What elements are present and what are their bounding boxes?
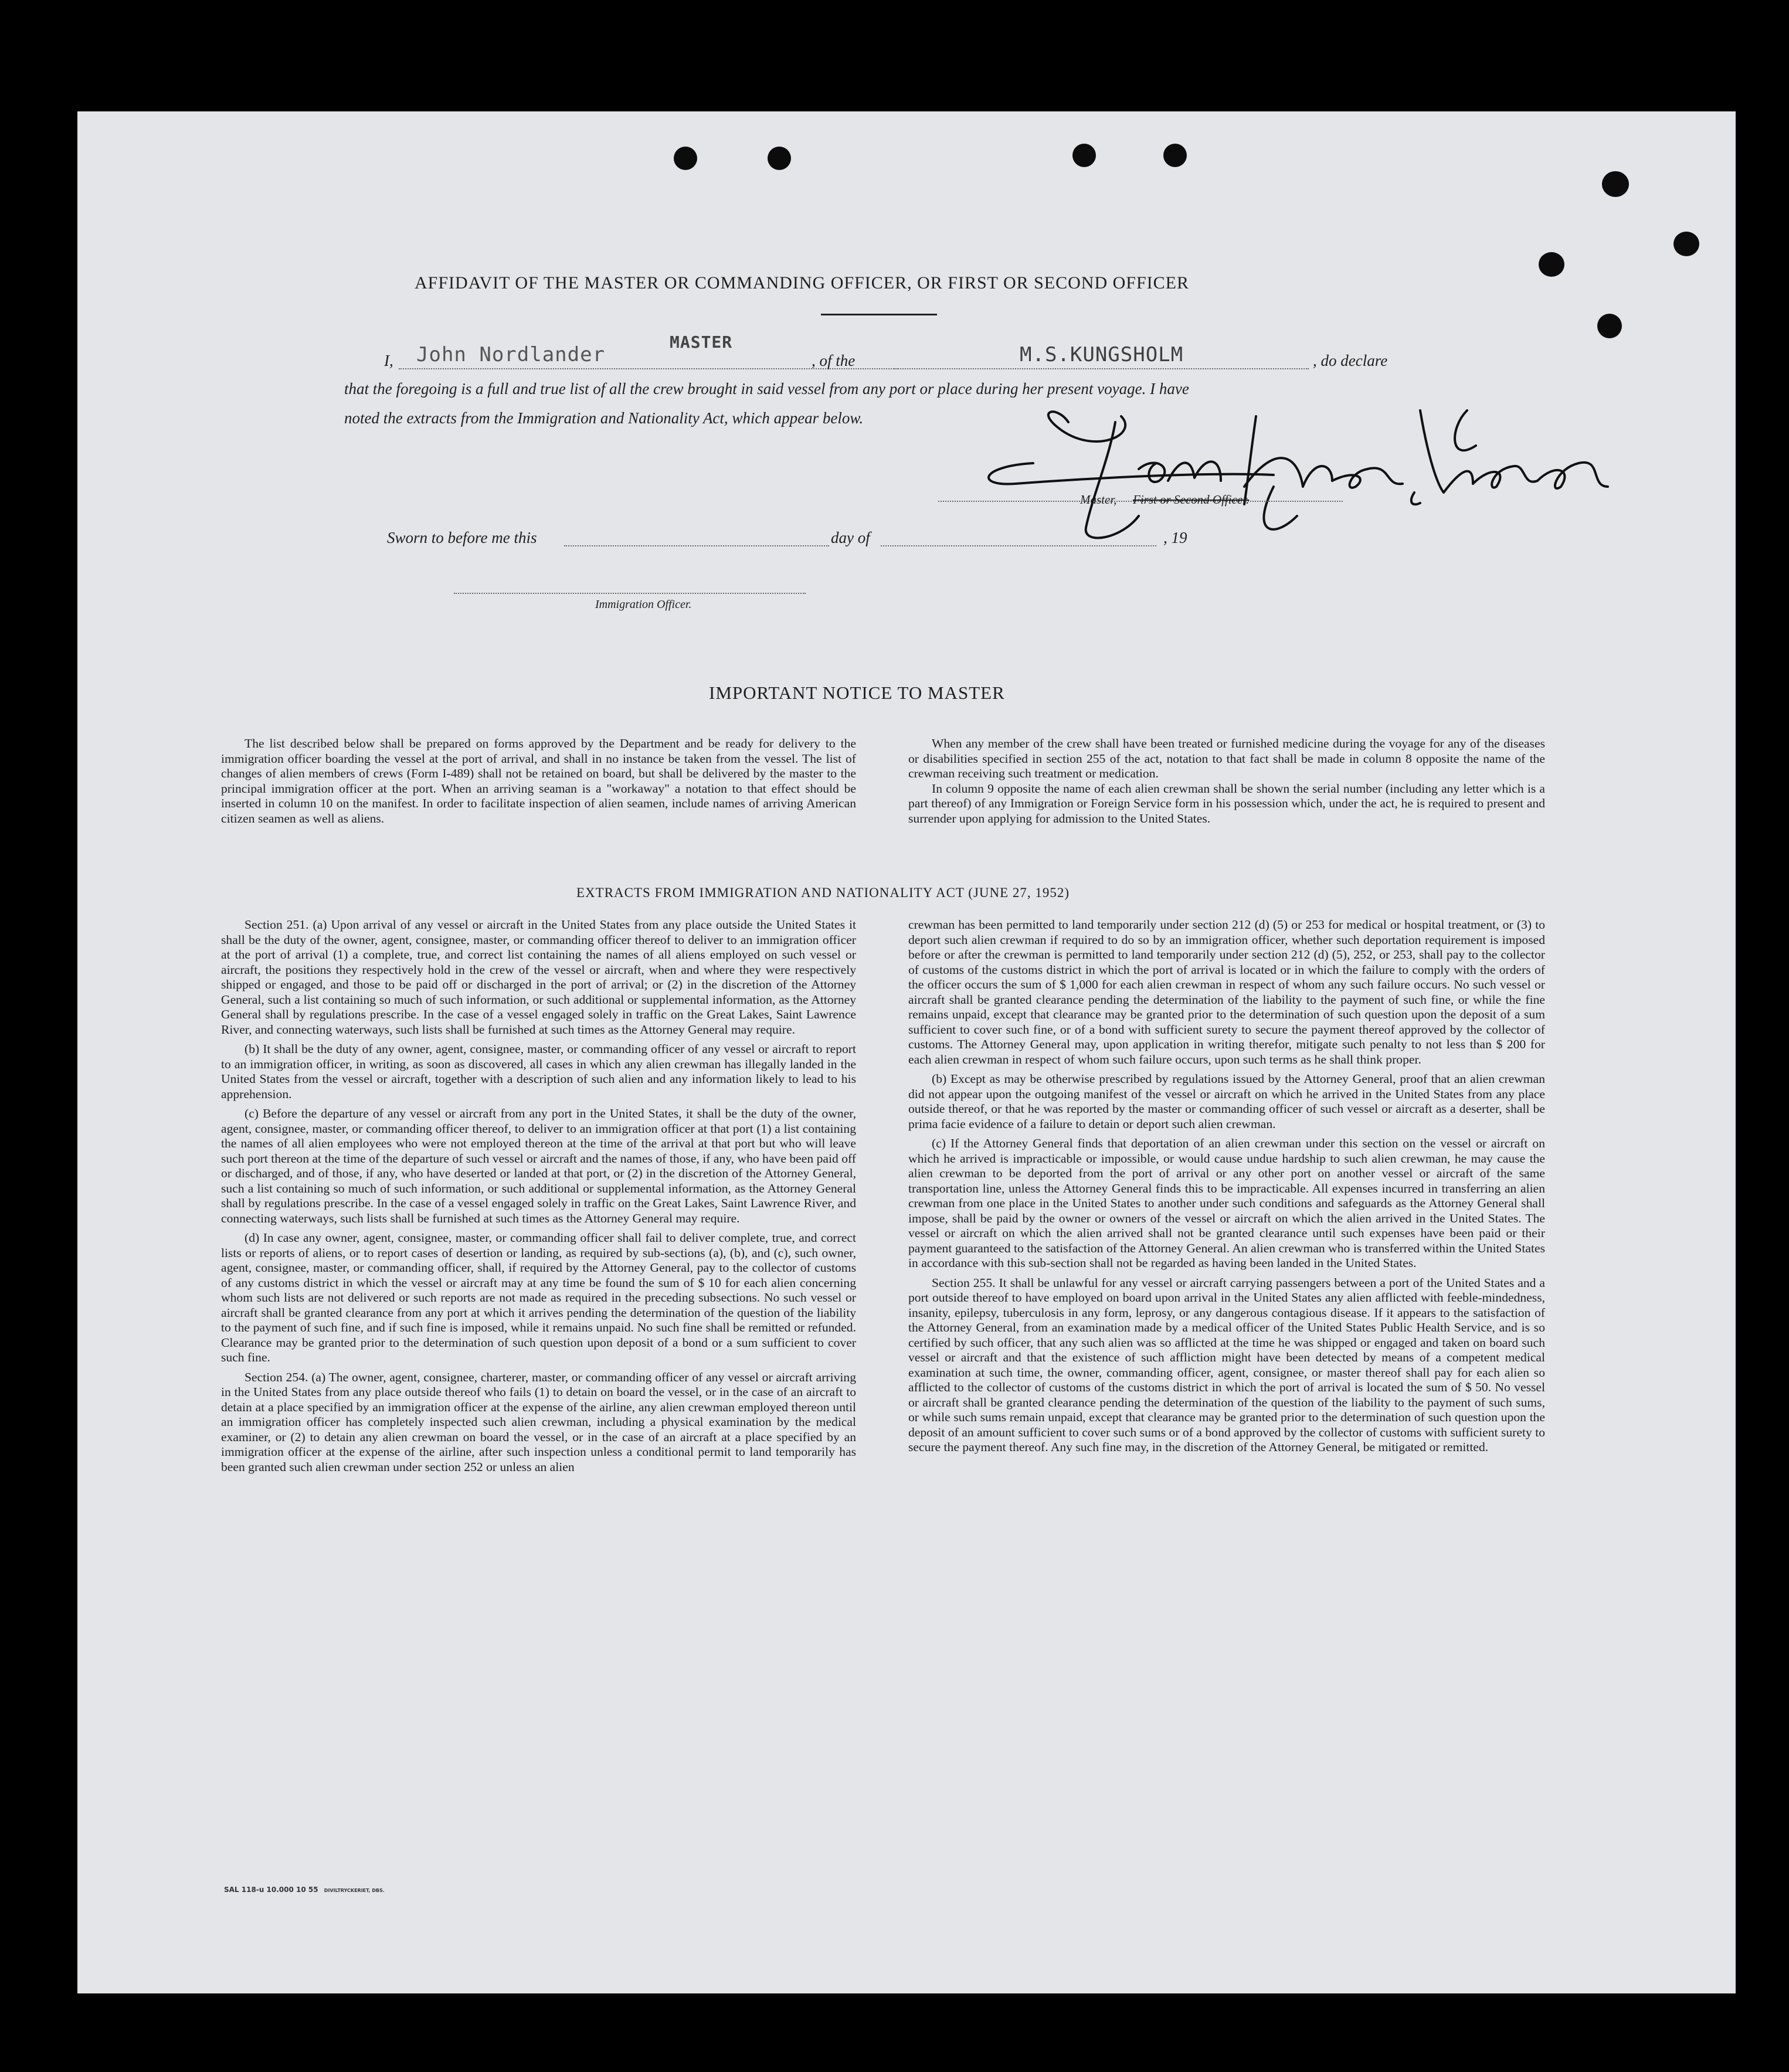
do-declare-label: , do declare xyxy=(1313,352,1388,369)
section-251-c: (c) Before the departure of any vessel or aircraft from any port in the United States, it shall be the duty of the owner, agent, consignee, master, or commanding officer thereof, to deliver to an immigration officer at that port (1) a list containing the names of all alien employees who were not employed thereon at the time of the arrival at that port but who will leave such port thereon at the time of the departure of such vessel or aircraft and the names of those, if any, who have been paid off or discharged, and of those, if any, who have deserted or landed at that port, or (2) in the discretion of the Attorney General, such a list containing so much of such information, or such additional or supplemental information, as the Attorney General shall by regulations prescribe. In the case of a vessel engaged solely in traffic on the Great Lakes, Saint Lawrence River, and connecting waterways, such lists shall be furnished at such times as the Attorney General may require. xyxy=(221,1106,856,1225)
affidavit-title: AFFIDAVIT OF THE MASTER OR COMMANDING OFFICER, OR FIRST OR SECOND OFFICER xyxy=(415,273,1190,293)
printer-name: DIVILTRYCKERIET, DBS. xyxy=(324,1888,385,1893)
punch-hole-3 xyxy=(1072,144,1096,167)
name-value: John Nordlander xyxy=(416,343,606,366)
declaration-line-2: noted the extracts from the Immigration and Nationality Act, which appear below. xyxy=(344,409,864,427)
section-255: Section 255. It shall be unlawful for any vessel or aircraft carrying passengers between a port of the United States and a port outside thereof to have employed on board upon arrival in the United States any alien afflicted with feeble-mindedness, insanity, epilepsy, tuberculosis in any form, leprosy, or any dangerous contagious disease. If it appears to the satisfaction of the Attorney General, from an examination made by a medical officer of the United States Public Health Service, and is so certified by such officer, that any such alien was so afflicted at the time he was shipped or engaged and taken on board such vessel or aircraft and that the existence of such affliction might have been detected by means of a competent medical examination at such time, the owner, commanding officer, agent, consignee, or master thereof shall pay for each alien so afflicted to the collector of customs of the customs district in which the port of arrival is located the sum of $ 50. No vessel or aircraft shall be granted clearance pending the determination of the question of the liability to the payment of such sums, or while such sums remain unpaid, except that clearance may be granted prior to the determination of such question upon the deposit of an amount sufficient to cover such sums or of a bond approved by the collector of customs with sufficient surety to secure the payment thereof. Any such fine may, in the discretion of the Attorney General, be mitigated or remitted. xyxy=(908,1275,1545,1454)
sworn-day-line xyxy=(564,545,829,546)
title-rule xyxy=(821,314,937,315)
i-label: I, xyxy=(384,352,393,369)
punch-hole-4 xyxy=(1163,144,1187,167)
punch-hole-6 xyxy=(1539,252,1564,277)
form-footer xyxy=(224,1886,385,1894)
section-254-c: (c) If the Attorney General finds that deportation of an alien crewman under this section on the vessel or aircraft on which he arrived is impracticable or impossible, or would cause undue hardship to such alien crewman, he may cause the alien crewman to be deported from the port of arrival or any other port on another vessel or aircraft of the same transportation line, unless the Attorney General finds this to be impracticable. All expenses incurred in transferring an alien crewman from one place in the United States to another under such conditions and safeguards as the Attorney General shall impose, shall be paid by the owner or owners of the vessel or aircraft on which the alien arrived in the United States. The vessel or aircraft on which the alien arrived shall not be granted clearance until such expenses have been paid or their payment guaranteed to the satisfaction of the Attorney General. An alien crewman who is transferred within the United States in accordance with this sub-section shall not be regarded as having been landed in the United States. xyxy=(908,1136,1545,1270)
of-the-label: , of the xyxy=(812,352,856,369)
section-251-d: (d) In case any owner, agent, consignee, master, or commanding officer shall fail to deliver complete, true, and correct lists or reports of aliens, or to report cases of desertion or landing, as required by sub-sections (a), (b), and (c), such owner, agent, consignee, master, or commanding officer, shall, if required by the Attorney General, pay to the collector of customs of any customs district in which the vessel or aircraft may at any time be found the sum of $ 10 for each alien concerning whom such lists are not delivered or such reports are not made as required in the preceding subsections. No such vessel or aircraft shall be granted clearance from any port at which it arrives pending the determination of the question of the liability to the payment of such fine, and if such fine is imposed, while it remains unpaid. No such fine shall be remitted or refunded. Clearance may be granted prior to the determination of such question upon deposit of a bond or a sum sufficient to cover such fine. xyxy=(221,1231,856,1364)
extracts-left-column xyxy=(221,918,856,1475)
section-254-a: Section 254. (a) The owner, agent, consignee, charterer, master, or commanding officer of any vessel or aircraft arriving in the United States from any place outside thereof who fails (1) to detain on board the vessel, or in the case of an aircraft to detain at a place specified by an immigration officer at the expense of the airline, any alien crewman employed thereon until an immigration officer has completely inspected such alien crewman, including a physical examination by the medical examiner, or (2) to detain any alien crewman on board the vessel, or in the case of an aircraft at a place specified by an immigration officer at the expense of the airline, after such inspection unless a conditional permit to land temporarily has been granted such alien crewman under section 252 or unless an alien xyxy=(221,1370,856,1474)
punch-hole-2 xyxy=(768,147,791,170)
punch-hole-5 xyxy=(1602,171,1629,197)
immigration-officer-label: Immigration Officer. xyxy=(595,598,692,611)
notice-right-paragraph-2: In column 9 opposite the name of each alien crewman shall be shown the serial number (including any letter which is a part thereof) of any Immigration or Foreign Service form in his possession which, under the act, he is required to present and surrender upon applying for admission to the United States. xyxy=(908,781,1545,826)
punch-hole-1 xyxy=(674,147,697,170)
notice-right-column xyxy=(908,736,1545,826)
extracts-right-column xyxy=(908,918,1545,1455)
notice-title: IMPORTANT NOTICE TO MASTER xyxy=(709,682,1005,703)
section-254-b: (b) Except as may be otherwise prescribed by regulations issued by the Attorney General, proof that an alien crewman did not appear upon the outgoing manifest of the vessel or aircraft on which he arrived in the United States from any place outside thereof, or that he was reported by the master or commanding officer of such vessel or aircraft as a deserter, shall be prima facie evidence of a failure to detain or deport such alien crewman. xyxy=(908,1072,1545,1131)
section-254-a-continued: crewman has been permitted to land temporarily under section 212 (d) (5) or 253 for medical or hospital treatment, or (3) to deport such alien crewman if required to do so by an immigration officer, whether such deportation requirement is imposed before or after the crewman is permitted to land temporarily under section 212 (d) (5), 252, or 253, shall pay to the collector of customs of the customs district in which the port of arrival is located or in which the failure to comply with the orders of the officer occurs the sum of $ 1,000 for each alien crewman in respect of whom any such failure occurs. No such vessel or aircraft shall be granted clearance pending the determination of the liability to the payment of such fine, or while the fine remains unpaid, except that clearance may be granted prior to the determination of such question upon the deposit of a sum sufficient to cover such fine, or of a bond with sufficient surety to secure the payment thereof approved by the collector of customs. The Attorney General may, upon application in writing therefor, mitigate such penalty to not less than $ 200 for each alien crewman in respect of whom such failure occurs, upon such terms as he shall think proper. xyxy=(908,918,1545,1066)
vessel-value: M.S.KUNGSHOLM xyxy=(1020,343,1184,366)
day-of-label: day of xyxy=(831,529,870,546)
vessel-field-line xyxy=(894,368,1309,369)
signature-role-struck: First or Second Officer. xyxy=(1133,492,1250,507)
declaration-line-1: that the foregoing is a full and true list of all the crew brought in said vessel from any port or place during her present voyage. I have xyxy=(344,380,1189,398)
punch-hole-8 xyxy=(1597,314,1622,338)
master-signature xyxy=(945,399,1637,551)
sworn-label: Sworn to before me this xyxy=(387,529,537,546)
punch-hole-7 xyxy=(1673,232,1699,256)
document-page xyxy=(77,111,1736,1993)
section-251-b: (b) It shall be the duty of any owner, agent, consignee, master, or commanding officer of any vessel or aircraft to report to an immigration officer, in writing, as soon as discovered, all cases in which any alien crewman has illegally landed in the United States from the vessel or aircraft, together with a description of such alien and any information likely to lead to his apprehension. xyxy=(221,1042,856,1101)
sworn-month-line xyxy=(881,545,1156,546)
signature-role-master: Master, xyxy=(1080,492,1117,507)
rank-stamp: MASTER xyxy=(670,332,733,352)
notice-left-paragraph: The list described below shall be prepared on forms approved by the Department and be ready for delivery to the immigration officer boarding the vessel at the port of arrival, and shall in no instance be taken from the vessel. The list of changes of alien members of crews (Form I-489) shall not be retained on board, but shall be delivered by the master to the principal immigration officer at the port. When an arriving seaman is a "workaway" a notation to that effect should be inserted in column 10 on the manifest. In order to facilitate inspection of alien seamen, include names of arriving American citizen seamen as well as aliens. xyxy=(221,736,856,826)
year-label: , 19 xyxy=(1163,529,1187,546)
immigration-officer-line xyxy=(454,593,806,594)
section-251-a: Section 251. (a) Upon arrival of any vessel or aircraft in the United States from any place outside the United States it shall be the duty of the owner, agent, consignee, master, or commanding officer thereof to deliver to an immigration officer at the port of arrival (1) a complete, true, and correct list containing the names of all aliens employed on such vessel or aircraft, the positions they respectively hold in the crew of the vessel or aircraft, when and where they were respectively shipped or engaged, and those to be paid off or discharged in the port of arrival; or (2) in the discretion of the Attorney General, such a list containing so much of such information, or such additional or supplemental information, as the Attorney General shall by regulations prescribe. In the case of a vessel engaged solely in traffic on the Great Lakes, Saint Lawrence River, and connecting waterways, such lists shall be furnished at such times as the Attorney General may require. xyxy=(221,918,856,1037)
notice-right-paragraph-1: When any member of the crew shall have been treated or furnished medicine during the voyage for any of the diseases or disabilities specified in section 255 of the act, notation to that fact shall be made in column 8 opposite the name of the crewman receiving such treatment or medication. xyxy=(908,736,1545,780)
extracts-title: EXTRACTS FROM IMMIGRATION AND NATIONALITY ACT (JUNE 27, 1952) xyxy=(576,885,1070,900)
form-code: SAL 118-u 10.000 10 55 xyxy=(224,1886,318,1894)
